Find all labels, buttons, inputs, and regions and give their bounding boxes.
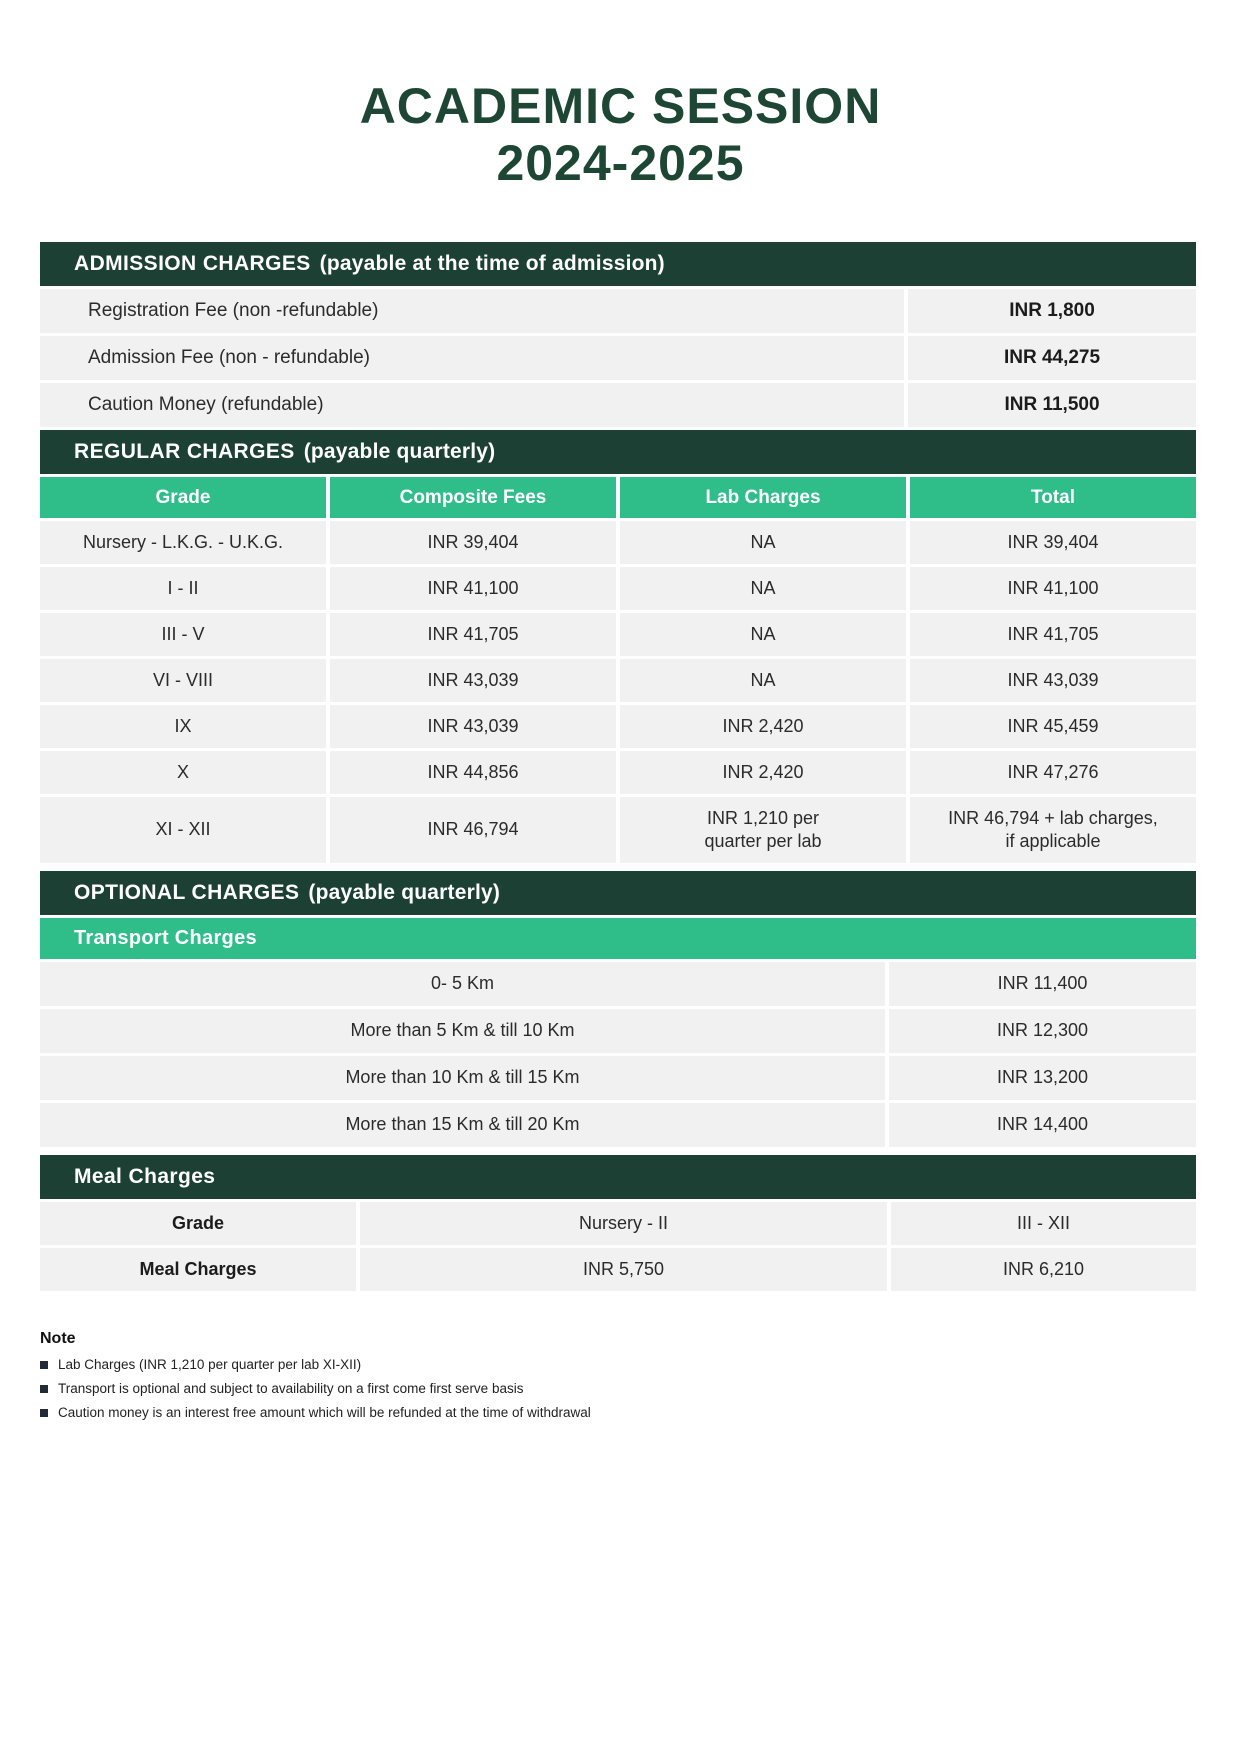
note-item-text: Caution money is an interest free amount which will be refunded at the time of withdrawal <box>58 1405 591 1420</box>
column-header-grade: Grade <box>40 477 326 518</box>
total-cell <box>910 797 1196 863</box>
optional-heading-sub: (payable quarterly) <box>308 881 501 904</box>
note-item <box>40 1405 1196 1420</box>
admission-section-header <box>40 242 1196 286</box>
page-title-line1: ACADEMIC SESSION <box>359 78 882 134</box>
total-cell: INR 45,459 <box>910 705 1196 748</box>
column-header-composite-fees: Composite Fees <box>330 477 616 518</box>
page-title-line2: 2024-2025 <box>496 135 745 191</box>
regular-heading-sub: (payable quarterly) <box>303 440 496 463</box>
meal-row-label: Meal Charges <box>40 1248 356 1291</box>
meal-row-label: Grade <box>40 1202 356 1245</box>
note-item-text: Transport is optional and subject to availability on a first come first serve basis <box>58 1381 524 1396</box>
transport-heading: Transport Charges <box>74 927 257 949</box>
regular-charges-table <box>40 477 1196 863</box>
bullet-square-icon <box>40 1361 48 1369</box>
grade-cell: VI - VIII <box>40 659 326 702</box>
column-header-lab-charges: Lab Charges <box>620 477 906 518</box>
total-cell: INR 39,404 <box>910 521 1196 564</box>
composite-fees-cell: INR 41,100 <box>330 567 616 610</box>
note-section <box>40 1330 1196 1420</box>
admission-row-label: Caution Money (refundable) <box>40 383 904 427</box>
lab-charges-cell: INR 2,420 <box>620 751 906 794</box>
total-cell: INR 41,705 <box>910 613 1196 656</box>
lab-charges-cell: NA <box>620 567 906 610</box>
transport-row-value: INR 13,200 <box>889 1056 1196 1100</box>
meal-grade-nursery: Nursery - II <box>360 1202 887 1245</box>
composite-fees-cell: INR 39,404 <box>330 521 616 564</box>
admission-row-value: INR 11,500 <box>908 383 1196 427</box>
lab-charges-cell: NA <box>620 521 906 564</box>
column-header-total: Total <box>910 477 1196 518</box>
transport-row-value: INR 12,300 <box>889 1009 1196 1053</box>
content-area <box>40 242 1196 1420</box>
meal-heading: Meal Charges <box>74 1165 216 1188</box>
admission-heading: ADMISSION CHARGES <box>74 252 311 275</box>
transport-row-label: More than 15 Km & till 20 Km <box>40 1103 885 1147</box>
note-item <box>40 1357 1196 1372</box>
lab-charges-cell: INR 2,420 <box>620 705 906 748</box>
composite-fees-cell: INR 44,856 <box>330 751 616 794</box>
regular-heading: REGULAR CHARGES <box>74 440 295 463</box>
meal-charges-header <box>40 1155 1196 1199</box>
transport-charges-header <box>40 918 1196 959</box>
composite-fees-cell: INR 43,039 <box>330 705 616 748</box>
total-cell: INR 43,039 <box>910 659 1196 702</box>
transport-row-value: INR 11,400 <box>889 962 1196 1006</box>
note-item-text: Lab Charges (INR 1,210 per quarter per lab XI-XII) <box>58 1357 362 1372</box>
total-cell: INR 47,276 <box>910 751 1196 794</box>
optional-heading: OPTIONAL CHARGES <box>74 881 300 904</box>
note-title: Note <box>40 1330 76 1347</box>
optional-section-header <box>40 871 1196 915</box>
lab-charges-text: INR 1,210 per quarter per lab <box>704 807 822 851</box>
bullet-square-icon <box>40 1385 48 1393</box>
admission-row-value: INR 44,275 <box>908 336 1196 380</box>
transport-charges-table <box>40 962 1196 1147</box>
note-item <box>40 1381 1196 1396</box>
meal-value-nursery: INR 5,750 <box>360 1248 887 1291</box>
meal-value-senior: INR 6,210 <box>891 1248 1196 1291</box>
composite-fees-cell: INR 43,039 <box>330 659 616 702</box>
lab-charges-cell <box>620 797 906 863</box>
admission-heading-sub: (payable at the time of admission) <box>319 252 665 275</box>
lab-charges-cell: NA <box>620 659 906 702</box>
page-title <box>0 0 1241 192</box>
grade-cell: I - II <box>40 567 326 610</box>
transport-row-value: INR 14,400 <box>889 1103 1196 1147</box>
meal-grade-senior: III - XII <box>891 1202 1196 1245</box>
grade-cell: XI - XII <box>40 797 326 863</box>
grade-cell: IX <box>40 705 326 748</box>
composite-fees-cell: INR 46,794 <box>330 797 616 863</box>
transport-row-label: More than 5 Km & till 10 Km <box>40 1009 885 1053</box>
bullet-square-icon <box>40 1409 48 1417</box>
total-cell: INR 41,100 <box>910 567 1196 610</box>
meal-charges-table <box>40 1202 1196 1291</box>
admission-table <box>40 289 1196 427</box>
grade-cell: III - V <box>40 613 326 656</box>
admission-row-label: Admission Fee (non - refundable) <box>40 336 904 380</box>
grade-cell: Nursery - L.K.G. - U.K.G. <box>40 521 326 564</box>
regular-section-header <box>40 430 1196 474</box>
lab-charges-cell: NA <box>620 613 906 656</box>
admission-row-label: Registration Fee (non -refundable) <box>40 289 904 333</box>
grade-cell: X <box>40 751 326 794</box>
admission-row-value: INR 1,800 <box>908 289 1196 333</box>
total-text: INR 46,794 + lab charges, if applicable <box>948 807 1158 851</box>
transport-row-label: 0- 5 Km <box>40 962 885 1006</box>
transport-row-label: More than 10 Km & till 15 Km <box>40 1056 885 1100</box>
composite-fees-cell: INR 41,705 <box>330 613 616 656</box>
